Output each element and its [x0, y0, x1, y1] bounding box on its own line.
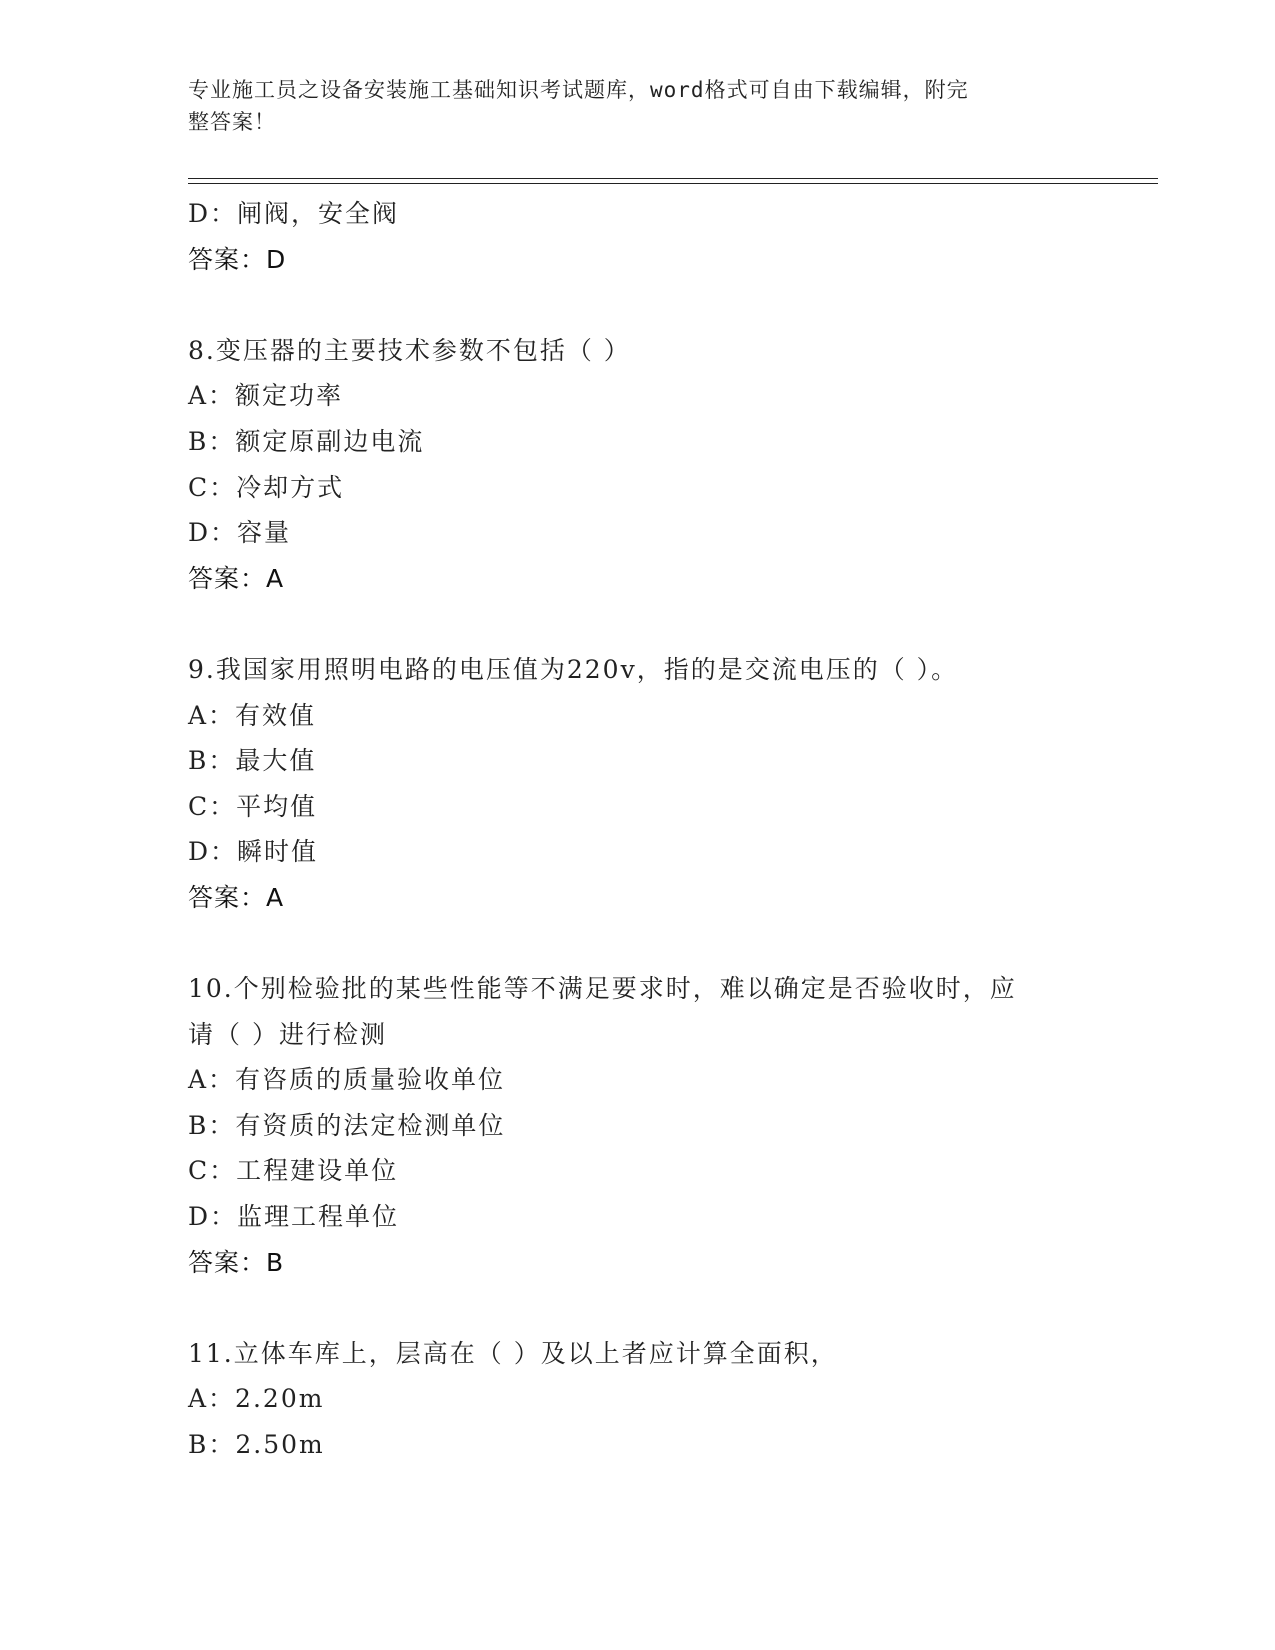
- answer-line: 答案：A: [188, 882, 285, 912]
- question-stem: 11.立体车库上，层高在（ ）及以上者应计算全面积，: [188, 1338, 838, 1368]
- prev-question-answer: 答案：D: [188, 244, 287, 274]
- question-stem-continued: 请（ ）进行检测: [188, 1019, 387, 1049]
- option-a: A：有咨质的质量验收单位: [188, 1065, 506, 1095]
- option-b: B：有资质的法定检测单位: [188, 1110, 506, 1140]
- spacer: [188, 601, 1088, 647]
- spacer: [188, 1285, 1088, 1331]
- question-stem: 10.个别检验批的某些性能等不满足要求时，难以确定是否验收时，应: [188, 974, 1017, 1004]
- option-b: B：最大值: [188, 746, 317, 776]
- question-stem: 9.我国家用照明电路的电压值为220v，指的是交流电压的（ ）。: [188, 654, 959, 684]
- option-a: A：2.20m: [188, 1384, 325, 1414]
- option-c: C：平均值: [188, 791, 318, 821]
- option-a: A：有效值: [188, 700, 317, 730]
- option-c: C：工程建设单位: [188, 1156, 399, 1186]
- option-d: D：瞬时值: [188, 837, 319, 867]
- question-block: [188, 647, 1088, 921]
- option-a: A：额定功率: [188, 381, 344, 411]
- option-b: B：2.50m: [188, 1430, 325, 1460]
- spacer: [188, 282, 1088, 328]
- question-block: [188, 1331, 1088, 1468]
- option-d: D：监理工程单位: [188, 1202, 400, 1232]
- answer-line: 答案：A: [188, 563, 285, 593]
- spacer: [188, 921, 1088, 967]
- question-list: [188, 191, 1088, 1468]
- question-block: [188, 328, 1088, 602]
- header-line-2: 整答案！: [188, 110, 276, 134]
- option-b: B：额定原副边电流: [188, 426, 425, 456]
- option-d: D：容量: [188, 518, 292, 548]
- option-c: C：冷却方式: [188, 472, 345, 502]
- question-stem: 8.变压器的主要技术参数不包括（ ）: [188, 335, 631, 365]
- document-header: [188, 74, 1068, 138]
- prev-question-option-d: D：闸阀，安全阀: [188, 199, 400, 228]
- header-line-1: 专业施工员之设备安装施工基础知识考试题库，word格式可自由下载编辑，附完: [188, 78, 969, 102]
- question-block: [188, 966, 1088, 1285]
- answer-line: 答案：B: [188, 1247, 285, 1277]
- header-divider-bottom: [188, 183, 1158, 184]
- header-divider-top: [188, 178, 1158, 179]
